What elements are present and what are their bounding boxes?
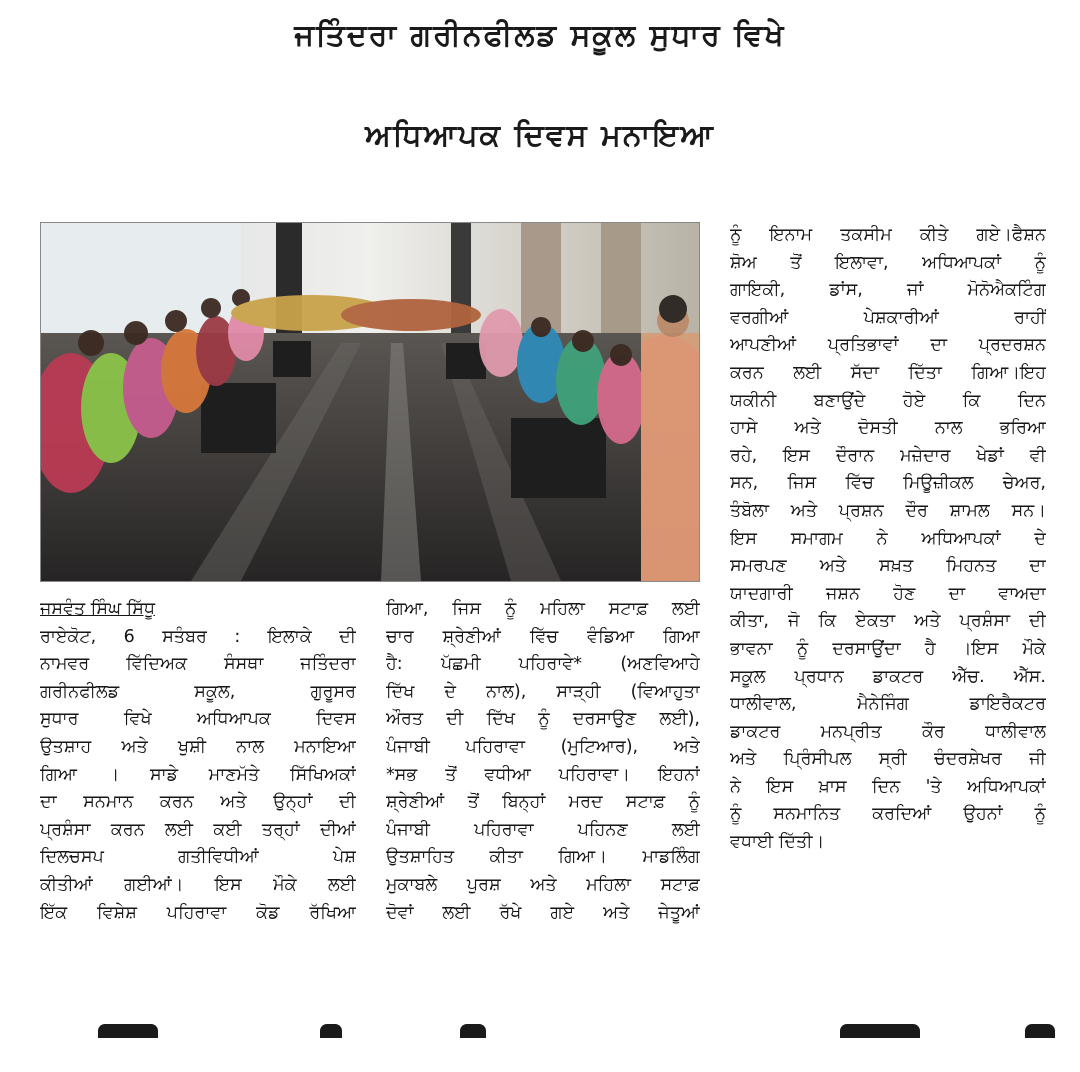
paragraph-line: ਪੰਜਾਬੀ ਪਹਿਰਾਵਾ ਪਹਿਨਣ ਲਈ <box>386 819 700 840</box>
article-column-3 <box>730 222 1046 857</box>
paragraph-line: ਨੇ ਇਸ ਖ਼ਾਸ ਦਿਨ 'ਤੇ ਅਧਿਆਪਕਾਂ <box>730 776 1046 797</box>
paragraph-line: ਕੀਤਾ, ਜੋ ਕਿ ਏਕਤਾ ਅਤੇ ਪ੍ਰਸ਼ੰਸਾ ਦੀ <box>730 611 1046 632</box>
paragraph-line: ਸਮਰਪਣ ਅਤੇ ਸਖ਼ਤ ਮਿਹਨਤ ਦਾ <box>730 556 1046 577</box>
paragraph-line: ਡਾਕਟਰ ਮਨਪ੍ਰੀਤ ਕੌਰ ਧਾਲੀਵਾਲ <box>730 721 1046 742</box>
paragraph-line: ਯਕੀਨੀ ਬਣਾਉਂਦੇ ਹੋਏ ਕਿ ਦਿਨ <box>730 390 1046 411</box>
paragraph-line: ਕੀਤੀਆਂ ਗਈਆਂ। ਇਸ ਮੌਕੇ ਲਈ <box>40 874 356 895</box>
paragraph-line: ਸ਼੍ਰੇਣੀਆਂ ਤੋਂ ਬਿਨ੍ਹਾਂ ਮਰਦ ਸਟਾਫ਼ ਨੂੰ <box>386 792 700 813</box>
paragraph-line: ਨਾਮਵਰ ਵਿੱਦਿਅਕ ਸੰਸਥਾ ਜਤਿੰਦਰਾ <box>40 654 356 675</box>
paragraph-line: ਭਾਵਨਾ ਨੂੰ ਦਰਸਾਉਂਦਾ ਹੈ ।ਇਸ ਮੌਕੇ <box>730 638 1046 659</box>
headline-line-2: ਅਧਿਆਪਕ ਦਿਵਸ ਮਨਾਇਆ <box>365 118 715 153</box>
paragraph-line: ਉਤਸ਼ਾਹ ਅਤੇ ਖੁਸ਼ੀ ਨਾਲ ਮਨਾਇਆ <box>40 736 356 757</box>
paragraph-line: ਦਿਲਚਸਪ ਗਤੀਵਿਧੀਆਂ ਪੇਸ਼ <box>40 847 356 868</box>
paragraph-line: ਨੂੰ ਸਨਮਾਨਿਤ ਕਰਦਿਆਂ ਉਹਨਾਂ ਨੂੰ <box>730 804 1046 825</box>
hall-photo-illustration <box>41 223 699 581</box>
paragraph-line: ਸ਼ੋਅ ਤੋਂ ਇਲਾਵਾ, ਅਧਿਆਪਕਾਂ ਨੂੰ <box>730 252 1046 273</box>
paragraph-line: ਹਾਸੇ ਅਤੇ ਦੋਸਤੀ ਨਾਲ ਭਰਿਆ <box>730 418 1046 439</box>
paragraph-line: ਵਧਾਈ ਦਿੱਤੀ। <box>730 832 825 853</box>
paragraph-line: ਚਾਰ ਸ਼੍ਰੇਣੀਆਂ ਵਿੱਚ ਵੰਡਿਆ ਗਿਆ <box>386 626 700 647</box>
paragraph-line: ਔਰਤ ਦੀ ਦਿੱਖ ਨੂੰ ਦਰਸਾਉਣ ਲਈ), <box>386 709 700 730</box>
byline: ਜਸਵੰਤ ਸਿੰਘ ਸਿੱਧੂ <box>40 599 155 619</box>
paragraph-line: ਆਪਣੀਆਂ ਪ੍ਰਤਿਭਾਵਾਂ ਦਾ ਪ੍ਰਦਰਸ਼ਨ <box>730 335 1046 356</box>
paragraph-line: ਸਨ, ਜਿਸ ਵਿੱਚ ਮਿਊਜ਼ੀਕਲ ਚੇਅਰ, <box>730 473 1046 494</box>
paragraph-line: ਹੈ: ਪੱਛਮੀ ਪਹਿਰਾਵੇ* (ਅਣਵਿਆਹੇ <box>386 654 700 675</box>
paragraph-line: *ਸਭ ਤੋਂ ਵਧੀਆ ਪਹਿਰਾਵਾ। ਇਹਨਾਂ <box>386 764 700 785</box>
paragraph-line: ਇਸ ਸਮਾਗਮ ਨੇ ਅਧਿਆਪਕਾਂ ਦੇ <box>730 528 1046 549</box>
paragraph-line: ਯਾਦਗਾਰੀ ਜਸ਼ਨ ਹੋਣ ਦਾ ਵਾਅਦਾ <box>730 583 1046 604</box>
paragraph-line: ਉਤਸ਼ਾਹਿਤ ਕੀਤਾ ਗਿਆ। ਮਾਡਲਿੰਗ <box>386 847 700 868</box>
paragraph-line: ਸੁਧਾਰ ਵਿਖੇ ਅਧਿਆਪਕ ਦਿਵਸ <box>40 709 356 730</box>
paragraph-line: ਨੂੰ ਇਨਾਮ ਤਕਸੀਮ ਕੀਤੇ ਗਏ।ਫੈਸ਼ਨ <box>730 225 1046 245</box>
paragraph-line: ਦੋਵਾਂ ਲਈ ਰੱਖੇ ਗਏ ਅਤੇ ਜੇਤੂਆਂ <box>386 902 700 923</box>
article-column-1 <box>40 596 356 927</box>
paragraph-line: ਧਾਲੀਵਾਲ, ਮੈਨੇਜਿੰਗ ਡਾਇਰੈਕਟਰ <box>730 694 1046 715</box>
paragraph-line: ਪੰਜਾਬੀ ਪਹਿਰਾਵਾ (ਮੁਟਿਆਰ), ਅਤੇ <box>386 736 700 757</box>
paragraph-line: ਸਕੂਲ ਪ੍ਰਧਾਨ ਡਾਕਟਰ ਐੱਚ. ਐੱਸ. <box>730 666 1046 687</box>
paragraph-line: ਮੁਕਾਬਲੇ ਪੁਰਸ਼ ਅਤੇ ਮਹਿਲਾ ਸਟਾਫ਼ <box>386 874 700 895</box>
paragraph-line: ਦਿੱਖ ਦੇ ਨਾਲ), ਸਾੜ੍ਹੀ (ਵਿਆਹੁਤਾ <box>386 681 700 702</box>
paragraph-line: ਅਤੇ ਪ੍ਰਿੰਸੀਪਲ ਸ੍ਰੀ ਚੰਦਰਸ਼ੇਖਰ ਜੀ <box>730 749 1046 770</box>
paragraph-line: ਰਾਏਕੋਟ, 6 ਸਤੰਬਰ : ਇਲਾਕੇ ਦੀ <box>40 626 356 647</box>
paragraph-line: ਗਰੀਨਫੀਲਡ ਸਕੂਲ, ਗੁਰੂਸਰ <box>40 681 356 702</box>
paragraph-line: ਵਰਗੀਆਂ ਪੇਸ਼ਕਾਰੀਆਂ ਰਾਹੀਂ <box>730 307 1046 328</box>
headline-line-1: ਜਤਿੰਦਰਾ ਗਰੀਨਫੀਲਡ ਸਕੂਲ ਸੁਧਾਰ ਵਿਖੇ <box>294 18 786 53</box>
article-column-2 <box>386 596 700 927</box>
paragraph-line: ਗਿਆ । ਸਾਡੇ ਮਾਣਮੱਤੇ ਸਿੱਖਿਅਕਾਂ <box>40 764 356 785</box>
cropped-next-article-text <box>40 1018 1060 1040</box>
news-photo <box>40 222 700 582</box>
paragraph-line: ਕਰਨ ਲਈ ਸੱਦਾ ਦਿੱਤਾ ਗਿਆ।ਇਹ <box>730 362 1046 383</box>
paragraph-line: ਰਹੇ, ਇਸ ਦੌਰਾਨ ਮਜ਼ੇਦਾਰ ਖੇਡਾਂ ਵੀ <box>730 445 1046 466</box>
paragraph-line: ਦਾ ਸਨਮਾਨ ਕਰਨ ਅਤੇ ਉਨ੍ਹਾਂ ਦੀ <box>40 792 356 813</box>
paragraph-line: ਇੱਕ ਵਿਸ਼ੇਸ਼ ਪਹਿਰਾਵਾ ਕੋਡ ਰੱਖਿਆ <box>40 902 356 923</box>
paragraph-line: ਪ੍ਰਸ਼ੰਸਾ ਕਰਨ ਲਈ ਕਈ ਤਰ੍ਹਾਂ ਦੀਆਂ <box>40 819 356 840</box>
paragraph-line: ਗਾਇਕੀ, ਡਾਂਸ, ਜਾਂ ਮੋਨੋਐਕਟਿੰਗ <box>730 280 1046 301</box>
paragraph-line: ਤੰਬੋਲਾ ਅਤੇ ਪ੍ਰਸ਼ਨ ਦੌਰ ਸ਼ਾਮਲ ਸਨ। <box>730 500 1046 521</box>
paragraph-line: ਗਿਆ, ਜਿਸ ਨੂੰ ਮਹਿਲਾ ਸਟਾਫ਼ ਲਈ <box>386 599 700 619</box>
